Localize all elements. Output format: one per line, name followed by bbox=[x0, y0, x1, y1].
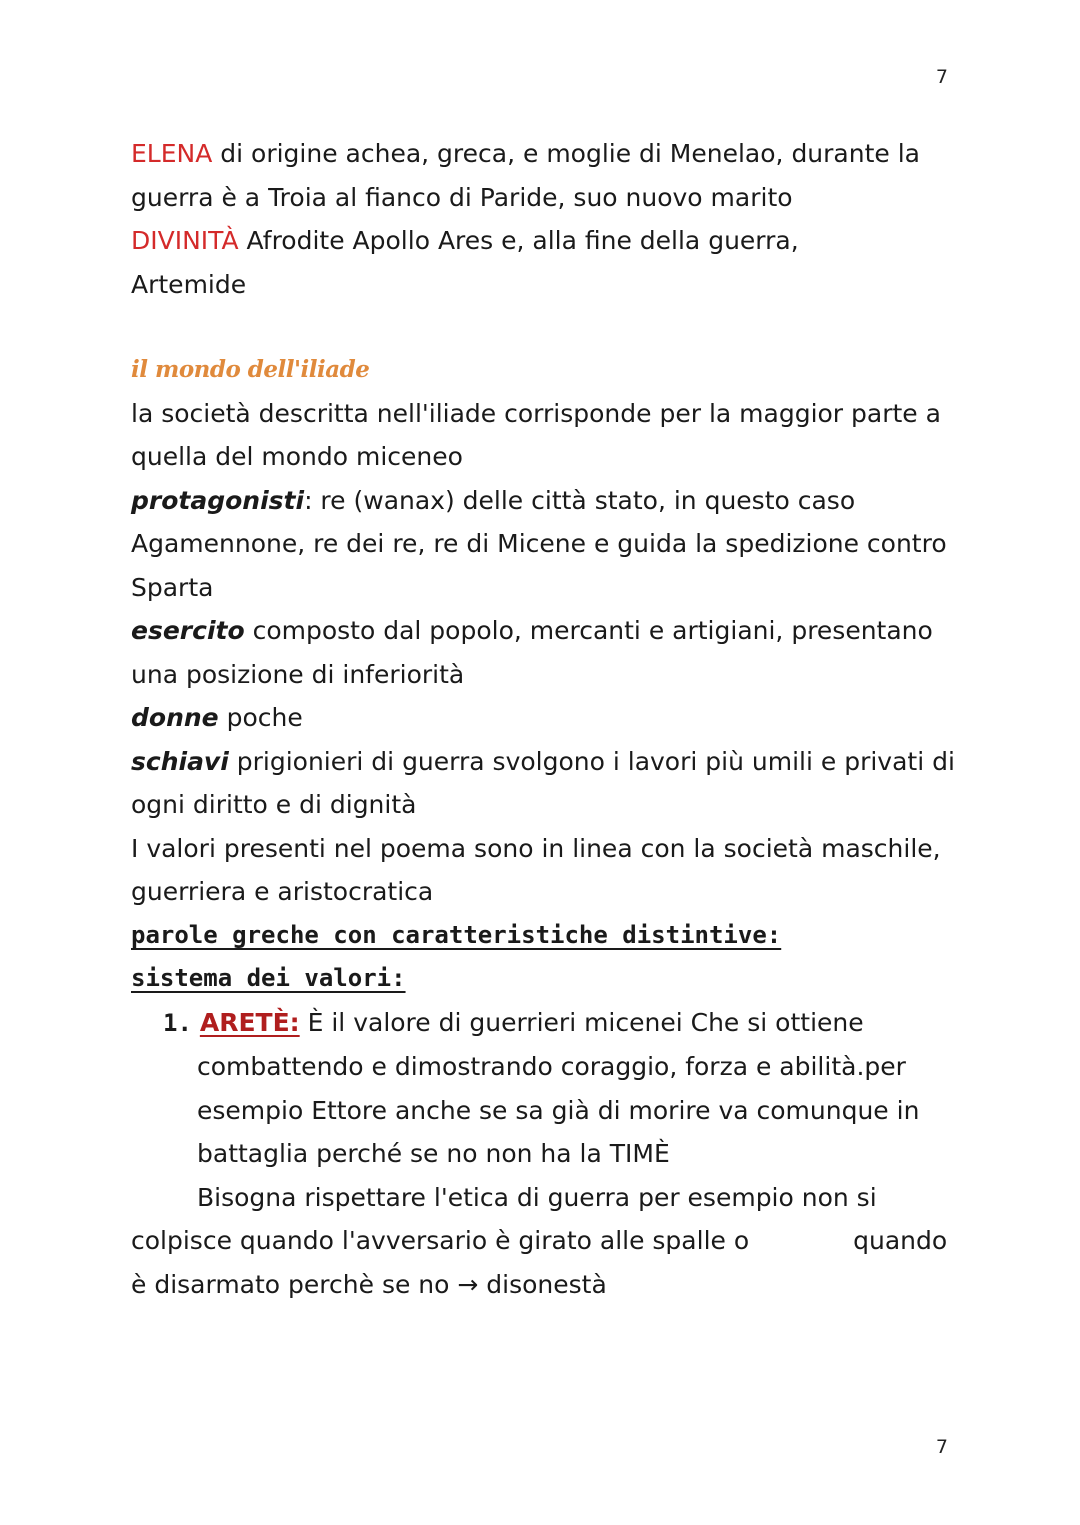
arete-line-3: esempio Ettore anche se sa già di morire va comunque in bbox=[197, 1095, 920, 1125]
divinita-line bbox=[131, 219, 961, 263]
arete-line-6b: quando bbox=[853, 1226, 948, 1255]
parole-heading: parole greche con caratteristiche distintive: bbox=[131, 920, 782, 949]
elena-label: ELENA bbox=[131, 139, 213, 168]
valori-line-1: I valori presenti nel poema sono in linea con la società maschile, bbox=[131, 833, 941, 863]
donne-label: donne bbox=[131, 703, 219, 732]
arete-text: È il valore di guerrieri micenei Che si ottiene bbox=[299, 1007, 864, 1037]
protagonisti-line bbox=[131, 479, 961, 523]
arete-line-6a: colpisce quando l'avversario è girato alle spalle o bbox=[131, 1226, 750, 1255]
divinita-label: DIVINITÀ bbox=[131, 226, 239, 255]
values-list bbox=[131, 1001, 961, 1220]
arete-line-7: è disarmato perchè se no → disonestà bbox=[131, 1269, 607, 1299]
esercito-label: esercito bbox=[131, 616, 245, 645]
esercito-text: composto dal popolo, mercanti e artigiani, presentano bbox=[244, 616, 933, 645]
arete-line-2: combattendo e dimostrando coraggio, forza e abilità.per bbox=[197, 1052, 906, 1081]
protagonisti-line-2: Agamennone, re dei re, re di Micene e guida la spedizione contro bbox=[131, 529, 947, 558]
schiavi-line bbox=[131, 740, 961, 784]
donne-line bbox=[131, 696, 961, 740]
arete-line-6 bbox=[131, 1219, 961, 1263]
schiavi-text: prigionieri di guerra svolgono i lavori più umili e privati di bbox=[228, 746, 955, 776]
protagonisti-text: : re (wanax) delle città stato, in questo caso bbox=[304, 485, 856, 515]
society-line-1: la società descritta nell'iliade corrisponde per la maggior parte a bbox=[131, 398, 941, 428]
society-line-2: quella del mondo miceneo bbox=[131, 442, 463, 471]
list-item-number: 1. bbox=[163, 1008, 192, 1037]
arete-term: ARETÈ: bbox=[199, 1007, 300, 1037]
elena-line bbox=[131, 132, 961, 176]
schiavi-line-2: ogni diritto e di dignità bbox=[131, 790, 417, 819]
section-heading: il mondo dell'iliade bbox=[131, 356, 370, 383]
esercito-line bbox=[131, 609, 961, 653]
schiavi-label: schiavi bbox=[131, 746, 229, 776]
donne-text: poche bbox=[218, 703, 303, 732]
valori-line-2: guerriera e aristocratica bbox=[131, 877, 434, 906]
sistema-heading: sistema dei valori: bbox=[131, 964, 406, 992]
arete-line-4: battaglia perché se no non ha la TIMÈ bbox=[197, 1139, 670, 1168]
page-number-bottom: 7 bbox=[935, 1436, 948, 1458]
list-item-1 bbox=[163, 1001, 961, 1046]
protagonisti-line-3: Sparta bbox=[131, 572, 214, 602]
elena-text: di origine achea, greca, e moglie di Menelao, durante la bbox=[212, 139, 920, 168]
elena-line-2: guerra è a Troia al fianco di Paride, suo nuovo marito bbox=[131, 182, 793, 212]
protagonisti-label: protagonisti bbox=[131, 485, 305, 515]
divinita-text: Afrodite Apollo Ares e, alla fine della guerra, bbox=[238, 226, 799, 255]
esercito-line-2: una posizione di inferiorità bbox=[131, 659, 465, 689]
page-number-top: 7 bbox=[935, 66, 948, 88]
arete-line-5: Bisogna rispettare l'etica di guerra per esempio non si bbox=[197, 1182, 877, 1212]
divinita-line-2: Artemide bbox=[131, 269, 247, 299]
document-body bbox=[131, 132, 961, 1306]
